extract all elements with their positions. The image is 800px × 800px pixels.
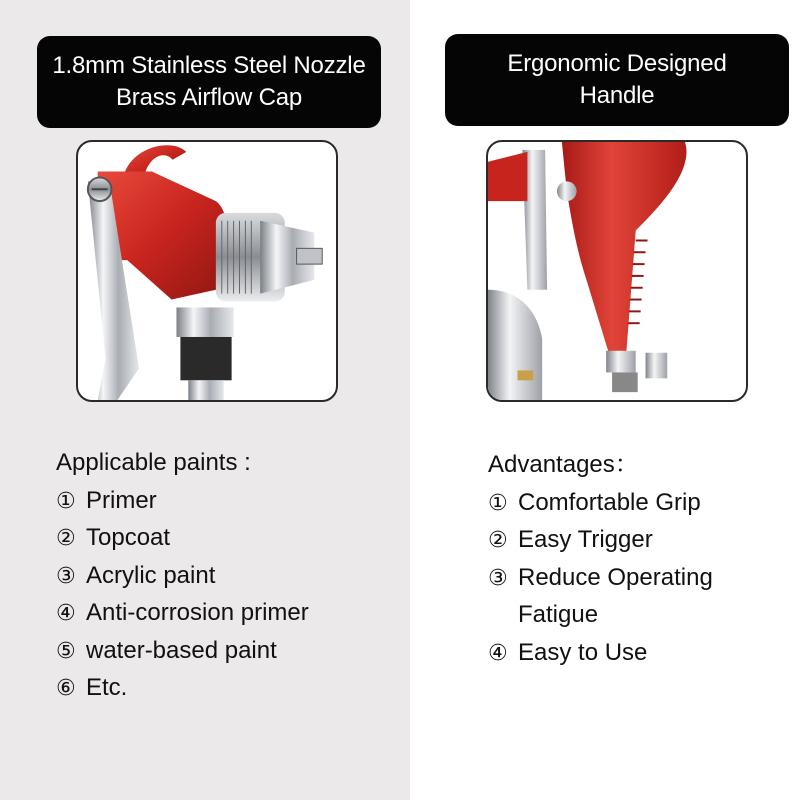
item-number: ① [56,487,76,513]
item-text: Acrylic paint [86,561,216,589]
item-text: Easy to Use [518,638,648,666]
item-number: ⑥ [56,675,76,700]
list-item [488,521,713,559]
item-number: ⑤ [56,637,76,663]
item-text: Etc. [86,674,128,701]
list-item [488,559,713,597]
advantages-title: Advantages： [488,451,639,478]
handle-banner-line2: Handle [579,82,655,109]
advantages-list [488,446,713,671]
list-item [56,632,309,670]
applicable-paints-list [56,444,309,707]
item-number: ③ [56,562,76,588]
item-number: ④ [56,600,76,625]
item-number: ① [488,489,508,515]
nozzle-photo [76,140,338,402]
list-item-continuation: Fatigue [518,601,599,628]
item-number: ② [56,525,76,550]
list-item [56,519,309,557]
list-item [56,594,309,632]
item-number: ④ [488,639,508,665]
handle-photo [486,140,748,402]
nozzle-banner-line1: 1.8mm Stainless Steel Nozzle [52,52,366,79]
item-text: Comfortable Grip [518,488,701,516]
item-number: ③ [488,564,508,590]
item-text: water-based paint [86,636,277,664]
item-text: Topcoat [86,524,171,551]
nozzle-banner [37,36,381,128]
list-item [488,484,713,522]
handle-banner-line1: Ergonomic Designed [507,50,727,77]
list-item [488,634,713,672]
list-item [56,557,309,595]
spray-gun-handle-icon [488,142,746,400]
item-number: ② [488,527,508,552]
item-text: Anti-corrosion primer [86,599,309,626]
item-text: Easy Trigger [518,526,653,553]
item-text: Reduce Operating [518,563,713,591]
spray-gun-nozzle-icon [78,142,336,400]
list-item [56,669,309,707]
item-text: Primer [86,486,157,514]
nozzle-banner-line2: Brass Airflow Cap [116,84,302,111]
list-item [56,482,309,520]
handle-banner [445,34,789,126]
applicable-paints-title: Applicable paints : [56,449,251,476]
